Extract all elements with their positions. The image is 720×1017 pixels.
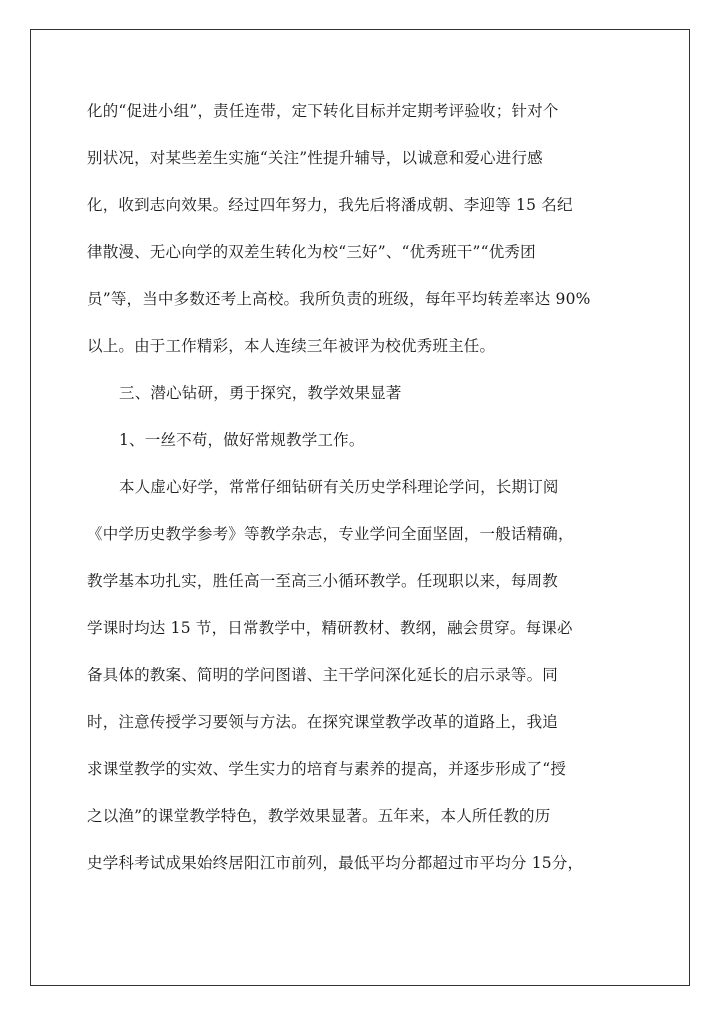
text-line: 《中学历史教学参考》等教学杂志，专业学问全面坚固，一般话精确， (87, 525, 574, 543)
text-line: 律散漫、无心向学的双差生转化为校“三好”、“优秀班干”“优秀团 (87, 243, 536, 261)
text-line: 以上。由于工作精彩，本人连续三年被评为校优秀班主任。 (87, 337, 496, 355)
text-line: 史学科考试成果始终居阳江市前列，最低平均分都超过市平均分 15分， (87, 854, 584, 872)
text-line: 之以渔”的课堂教学特色，教学效果显著。五年来，本人所任教的历 (87, 807, 551, 825)
section-heading: 三、潜心钻研，勇于探究，教学效果显著 (119, 384, 402, 402)
text-line: 学课时均达 15 节，日常教学中，精研教材、教纲，融会贯穿。每课必 (87, 619, 573, 637)
text-line: 化的“促进小组”，责任连带，定下转化目标并定期考评验收；针对个 (87, 102, 559, 120)
subsection-heading: 1、一丝不苟，做好常规教学工作。 (119, 431, 365, 449)
text-line: 备具体的教案、简明的学问图谱、主干学问深化延长的启示录等。同 (87, 666, 559, 684)
text-line: 化，收到志向效果。经过四年努力，我先后将潘成朝、李迎等 15 名纪 (87, 196, 573, 214)
text-line: 时，注意传授学习要领与方法。在探究课堂教学改革的道路上，我追 (87, 713, 559, 731)
text-line: 求课堂教学的实效、学生实力的培育与素养的提高，并逐步形成了“授 (87, 760, 567, 778)
text-line: 员”等，当中多数还考上高校。我所负责的班级，每年平均转差率达 90% (87, 290, 591, 308)
text-line: 教学基本功扎实，胜任高一至高三小循环教学。任现职以来，每周教 (87, 572, 559, 590)
text-line: 别状况，对某些差生实施“关注”性提升辅导，以诚意和爱心进行感 (87, 149, 543, 167)
page-border (30, 29, 690, 986)
paragraph-start-line: 本人虚心好学，常常仔细钻研有关历史学科理论学问，长期订阅 (119, 478, 559, 496)
